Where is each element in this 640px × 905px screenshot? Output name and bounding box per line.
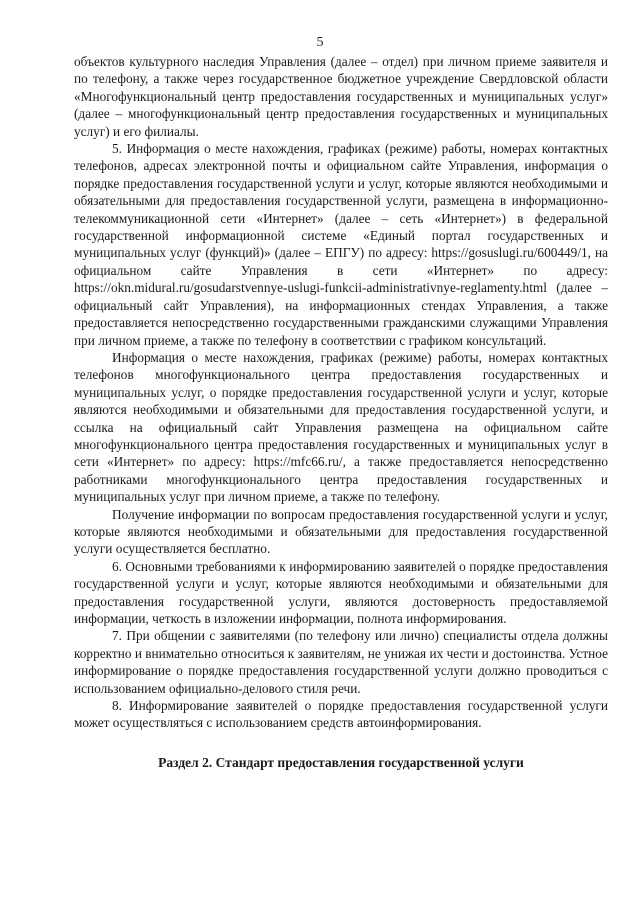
page-number: 5 [316, 35, 324, 50]
paragraph-item-8: 8. Информирование заявителей о порядке предоставления государственной услуги может осуществляться с использованием средств автоинформирования. [74, 698, 608, 731]
paragraph-mfc-info: Информация о месте нахождения, графиках (режиме) работы, номерах контактных телефонов многофункционального центра предоставления государственных и муниципальных услуг, о порядке предоставления государственной услуги и услуг, которые являются необходимыми и обязательными для предоставления государственной услуги, и ссылка на официальный сайт Управления размещена на официальном сайте многофункционального центра предоставления государственных и муниципальных услуг в сети «Интернет» по адресу: https://mfc66.ru/, а также предоставляется непосредственно работниками многофункционального центра предоставления государственных и муниципальных услуг при личном приеме, а также по телефону. [74, 349, 608, 505]
paragraph-item-6: 6. Основными требованиями к информированию заявителей о порядке предоставления государственной услуги и услуг, которые являются необходимыми и обязательными для предоставления государственной услуги, являются достоверность предоставляемой информации, четкость в изложении информации, полнота информирования. [74, 558, 608, 626]
paragraph-continuation: объектов культурного наследия Управления (далее – отдел) при личном приеме заявителя и по телефону, а также через государственное бюджетное учреждение Свердловской области «Многофункциональный центр предоставления государственных и муниципальных услуг» (далее – многофункциональный центр предоставления государственных и муниципальных услуг) и его филиалы. [74, 54, 608, 139]
paragraph-free-info: Получение информации по вопросам предоставления государственной услуги и услуг, которые являются необходимыми и обязательными для предоставления государственной услуги осуществляется бесплатно. [74, 506, 608, 557]
paragraph-item-7: 7. При общении с заявителями (по телефону или лично) специалисты отдела должны корректно и внимательно относиться к заявителям, не унижая их чести и достоинства. Устное информирование о порядке предоставления государственной услуги должно проводиться с использованием официально-делового стиля речи. [74, 628, 608, 696]
paragraph-item-5: 5. Информация о месте нахождения, графиках (режиме) работы, номерах контактных телефонов, адресах электронной почты и официальном сайте Управления, информация о порядке предоставления государственной услуги и услуг, которые являются необходимыми и обязательными для предоставления государственной услуги, размещена в информационно-телекоммуникационной сети «Интернет» (далее – сеть «Интернет») в федеральной государственной информационной системе «Единый портал государственных и муниципальных услуг (функций)» (далее – ЕПГУ) по адресу: https://gosuslugi.ru/600449/1, на официальном сайте Управления в сети «Интернет» по адресу: https://okn.midural.ru/gosudarstvennye-uslugi-funkcii-administrativnye-reglamenty.html (далее – официальный сайт Управления), на информационных стендах Управления, а также предоставляется непосредственно государственными гражданскими служащими Управления при личном приеме, а также по телефону в соответствии с графиком консультаций. [74, 141, 608, 348]
section-heading: Раздел 2. Стандарт предоставления государственной услуги [158, 754, 524, 770]
document-body [74, 53, 608, 771]
